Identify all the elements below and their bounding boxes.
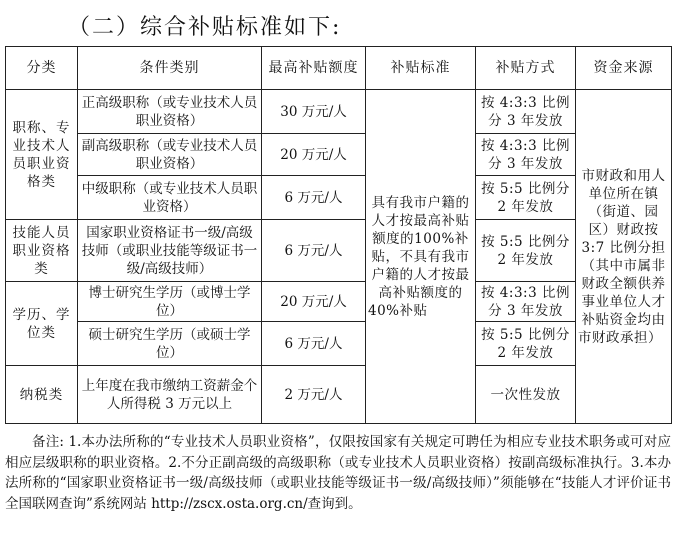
condition-cell: 副高级职称（或专业技术人员职业资格） [78,134,262,176]
method-cell: 按 5:5 比例分 2 年发放 [476,322,576,366]
amount-cell: 6 万元/人 [262,176,366,220]
category-education: 学历、学位类 [6,282,78,366]
header-category: 分类 [6,47,78,90]
header-condition: 条件类别 [78,47,262,90]
amount-cell: 30 万元/人 [262,90,366,134]
method-cell: 按 4:3:3 比例分 3 年发放 [476,134,576,176]
condition-cell: 博士研究生学历（或博士学位） [78,282,262,322]
header-method: 补贴方式 [476,47,576,90]
table-header-row [6,47,672,90]
condition-cell: 硕士研究生学历（或硕士学位） [78,322,262,366]
method-cell: 按 5:5 比例分 2 年发放 [476,176,576,220]
category-tax: 纳税类 [6,366,78,424]
method-cell: 按 5:5 比例分 2 年发放 [476,220,576,282]
amount-cell: 6 万元/人 [262,322,366,366]
table-row [6,282,672,322]
amount-cell: 6 万元/人 [262,220,366,282]
table-row [6,90,672,134]
header-funding: 资金来源 [576,47,672,90]
amount-cell: 20 万元/人 [262,282,366,322]
table-row [6,134,672,176]
table-row [6,366,672,424]
method-cell: 一次性发放 [476,366,576,424]
funding-source-cell: 市财政和用人单位所在镇（街道、园区）财政按3:7 比例分担（其中市属非财政全额供养事业单位人才补贴资金均由市财政承担） [576,90,672,424]
method-cell: 按 4:3:3 比例分 3 年发放 [476,90,576,134]
condition-cell: 国家职业资格证书一级/高级技师（或职业技能等级证书一级/高级技师） [78,220,262,282]
condition-cell: 上年度在我市缴纳工资薪金个人所得税 3 万元以上 [78,366,262,424]
category-professional: 职称、专业技术人员职业资格类 [6,90,78,220]
method-cell: 按 4:3:3 比例分 3 年发放 [476,282,576,322]
subsidy-standard-table [5,46,672,424]
table-row [6,220,672,282]
condition-cell: 正高级职称（或专业技术人员职业资格） [78,90,262,134]
header-standard: 补贴标准 [366,47,476,90]
subsidy-standard-cell: 具有我市户籍的人才按最高补贴额度的100%补贴，不具有我市户籍的人才按最高补贴额度的40%补贴 [366,90,476,424]
amount-cell: 2 万元/人 [262,366,366,424]
condition-cell: 中级职称（或专业技术人员职业资格） [78,176,262,220]
category-skill: 技能人员职业资格类 [6,220,78,282]
amount-cell: 20 万元/人 [262,134,366,176]
section-heading: （二）综合补贴标准如下: [68,15,342,40]
table-row [6,176,672,220]
footnote-remarks: 备注: 1.本办法所称的“专业技术人员职业资格”，仅限按国家有关规定可聘任为相应专业技术职务或可对应相应层级职称的职业资格。2.不分正副高级的高级职称（或专业技术人员职业资格）按副高级标准执行。3.本办法所称的“国家职业资格证书一级/高级技师（或职业技能等级证书一级/高级技师）”须能够在“技能人才评价证书全国联网查询”系统网站 http://zscx.osta.org.cn/查询到。 [5,434,671,512]
table-row [6,322,672,366]
header-max-amount: 最高补贴额度 [262,47,366,90]
